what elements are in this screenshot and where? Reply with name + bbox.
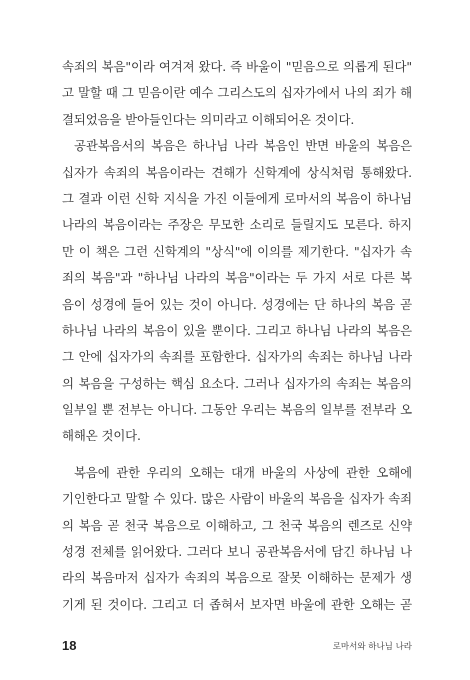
paragraph-2 <box>62 133 412 450</box>
text-line: 하나님 나라의 복음이 있을 뿐이다. 그리고 하나님 나라의 복음은 <box>62 322 412 338</box>
body-text <box>62 54 412 618</box>
paragraph-spacer <box>62 450 412 460</box>
text-line: 성경 전체를 읽어왔다. 그러다 보니 공관복음서에 담긴 하나님 나 <box>62 544 412 560</box>
text-line: 복음에 관한 우리의 오해는 대개 바울의 사상에 관한 오해에 <box>74 464 412 480</box>
text-line: 의 복음을 구성하는 핵심 요소다. 그러나 십자가의 속죄는 복음의 <box>62 375 412 391</box>
text-line: 라의 복음마저 십자가 속죄의 복음으로 잘못 이해하는 문제가 생 <box>62 570 412 586</box>
text-line: 공관복음서의 복음은 하나님 나라 복음인 반면 바울의 복음은 <box>74 138 412 154</box>
text-line: 그 안에 십자가의 속죄를 포함한다. 십자가의 속죄는 하나님 나라 <box>62 349 412 365</box>
page-footer <box>62 638 412 654</box>
text-line: 나라의 복음이라는 주장은 무모한 소리로 들릴지도 모른다. 하지 <box>62 217 412 233</box>
paragraph-3 <box>62 460 412 618</box>
text-line: 기인한다고 말할 수 있다. 많은 사람이 바울의 복음을 십자가 속죄 <box>62 491 412 507</box>
page-number: 18 <box>62 638 77 653</box>
text-line: 해해온 것이다. <box>62 428 141 444</box>
running-title: 로마서와 하나님 나라 <box>332 642 412 652</box>
text-line: 기게 된 것이다. 그리고 더 좁혀서 보자면 바울에 관한 오해는 곧 <box>62 596 412 612</box>
text-line: 속죄의 복음"이라 여겨져 왔다. 즉 바울이 "믿음으로 의롭게 된다" <box>62 59 412 74</box>
text-line: 결되었음을 받아들인다는 의미라고 이해되어온 것이다. <box>62 111 355 127</box>
text-line: 음이 성경에 들어 있는 것이 아니다. 성경에는 단 하나의 복음 곧 <box>62 296 412 312</box>
paragraph-1 <box>62 54 412 133</box>
text-line: 의 복음 곧 천국 복음으로 이해하고, 그 천국 복음의 렌즈로 신약 <box>62 517 412 533</box>
text-line: 고 말할 때 그 믿음이란 예수 그리스도의 십자가에서 나의 죄가 해 <box>62 85 412 101</box>
text-line: 만 이 책은 그런 신학계의 "상식"에 이의를 제기한다. "십자가 속 <box>62 243 412 259</box>
text-line: 일부일 뿐 전부는 아니다. 그동안 우리는 복음의 일부를 전부라 오 <box>62 402 412 418</box>
text-line: 그 결과 이런 신학 지식을 가진 이들에게 로마서의 복음이 하나님 <box>62 190 412 206</box>
text-line: 죄의 복음"과 "하나님 나라의 복음"이라는 두 가지 서로 다른 복 <box>62 270 412 286</box>
text-line: 십자가 속죄의 복음이라는 견해가 신학계에 상식처럼 통해왔다. <box>62 164 412 180</box>
